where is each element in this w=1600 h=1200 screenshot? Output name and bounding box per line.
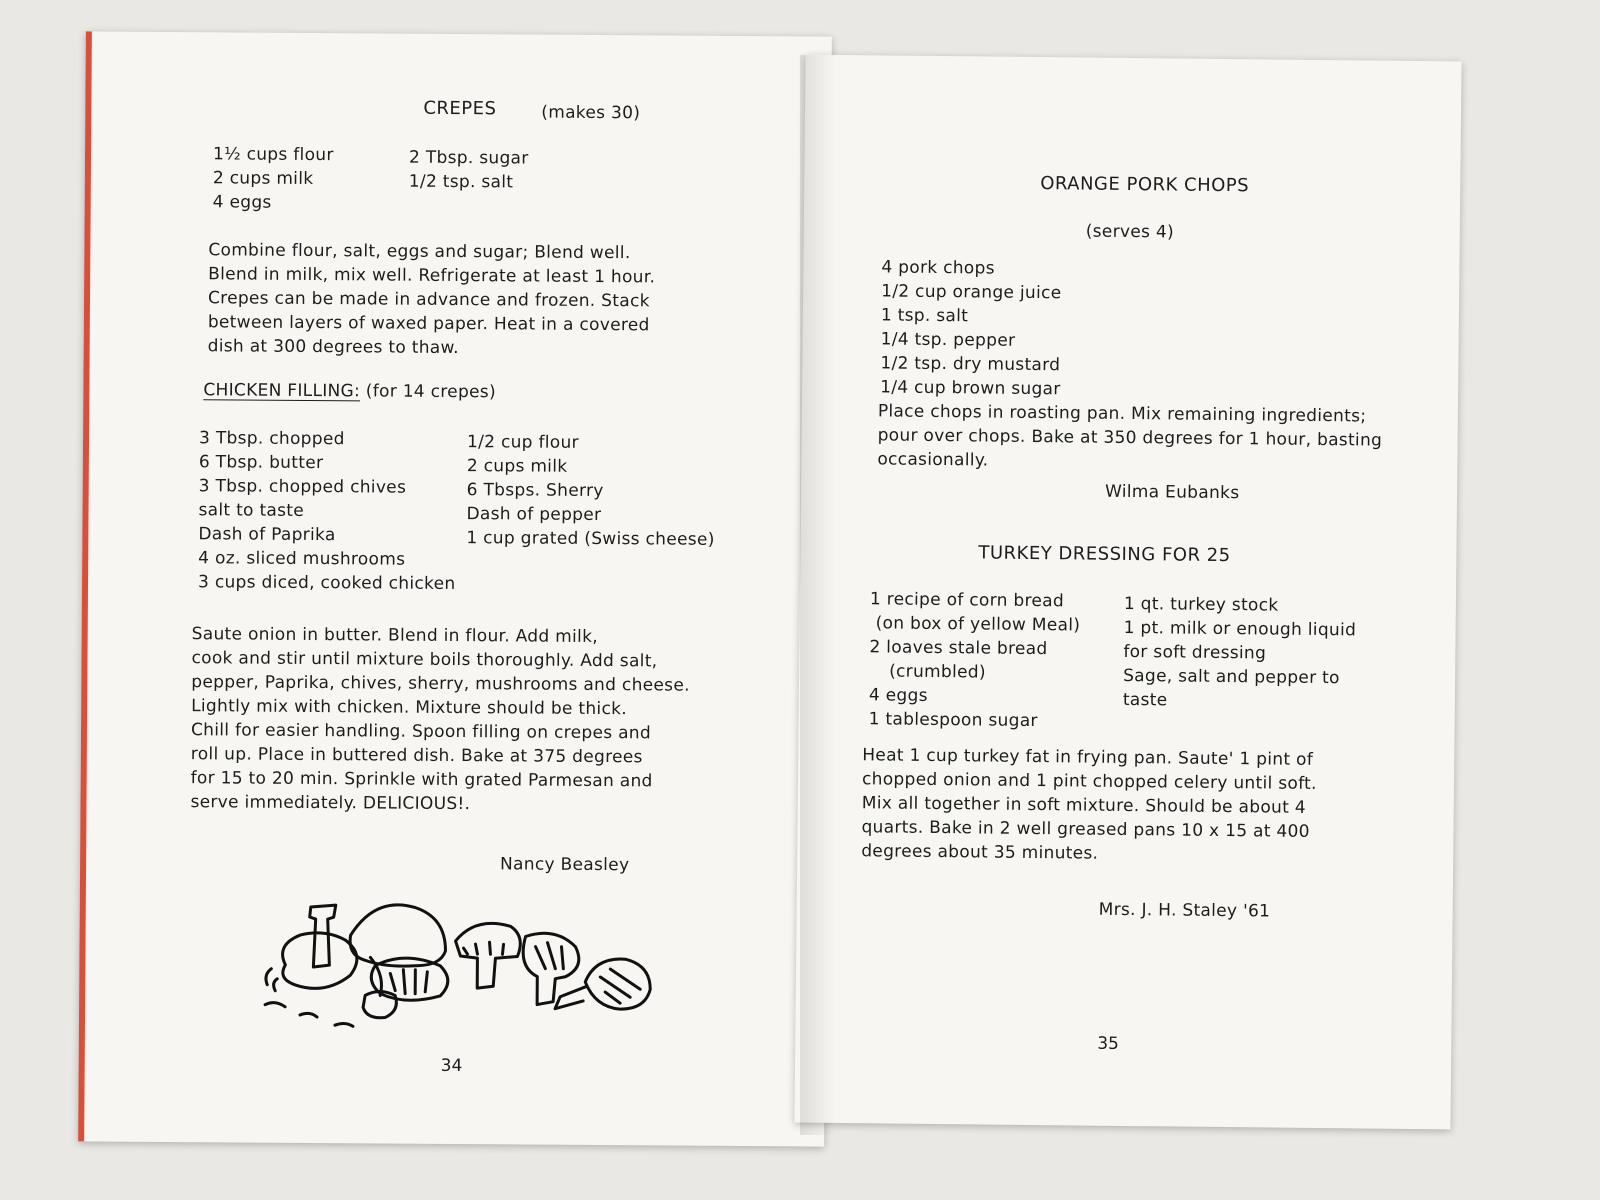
ingredient-line: (on box of yellow Meal) xyxy=(875,613,1081,636)
chicken-ingredients-col2 xyxy=(466,430,767,552)
ingredient-line: 3 Tbsp. chopped chives xyxy=(198,476,407,498)
page-number: 35 xyxy=(1097,1033,1120,1054)
ingredient-line: 4 eggs xyxy=(868,685,928,706)
crepes-yield: (makes 30) xyxy=(541,102,641,124)
ingredient-line: 6 Tbsps. Sherry xyxy=(466,480,604,502)
ingredient-line: 1/4 cup brown sugar xyxy=(880,377,1061,400)
turkey-ingredients-col2 xyxy=(1123,592,1404,715)
direction-line: Mix all together in soft mixture. Should be about 4 xyxy=(861,793,1307,818)
direction-line: serve immediately. DELICIOUS!. xyxy=(190,792,471,815)
ingredient-line: 4 pork chops xyxy=(881,257,995,279)
direction-line: Lightly mix with chicken. Mixture should be thick. xyxy=(191,696,628,720)
ingredient-line: Dash of Paprika xyxy=(198,524,336,546)
ingredient-line: 1 tsp. salt xyxy=(880,305,969,327)
direction-line: dish at 300 degrees to thaw. xyxy=(207,336,459,359)
ingredient-line: 1 pt. milk or enough liquid xyxy=(1123,617,1357,641)
turkey-directions xyxy=(861,743,1422,869)
ingredient-line: 1½ cups flour xyxy=(212,144,334,166)
pork-chops-directions xyxy=(877,399,1438,477)
ingredient-line: 1/2 tsp. dry mustard xyxy=(880,353,1061,376)
ingredient-line: taste xyxy=(1122,689,1168,711)
pork-chops-yield: (serves 4) xyxy=(1085,221,1175,243)
ingredient-line: 6 Tbsp. butter xyxy=(198,452,324,474)
direction-line: between layers of waxed paper. Heat in a covered xyxy=(207,312,650,336)
right-page xyxy=(794,55,1461,1130)
left-page xyxy=(78,31,832,1146)
direction-line: quarts. Bake in 2 well greased pans 10 x 15 at 400 xyxy=(861,817,1310,842)
ingredient-line: 2 loaves stale bread xyxy=(869,637,1048,660)
chicken-filling-note: (for 14 crepes) xyxy=(365,381,496,403)
ingredient-line: 2 cups milk xyxy=(212,168,314,190)
ingredient-line: 3 cups diced, cooked chicken xyxy=(197,572,456,595)
direction-line: Crepes can be made in advance and frozen. Stack xyxy=(207,288,650,312)
direction-line: Heat 1 cup turkey fat in frying pan. Saute' 1 pint of xyxy=(862,745,1314,770)
direction-line: Saute onion in butter. Blend in flour. Add milk, xyxy=(191,624,599,647)
chicken-ingredients-col1 xyxy=(198,426,479,596)
ingredient-line: 3 Tbsp. chopped xyxy=(198,428,345,450)
ingredient-line: Dash of pepper xyxy=(466,504,602,526)
ingredient-line: (crumbled) xyxy=(889,661,986,683)
ingredient-line: 1 tablespoon sugar xyxy=(868,709,1038,732)
direction-line: chopped onion and 1 pint chopped celery until soft. xyxy=(861,769,1317,794)
ingredient-line: 1/4 tsp. pepper xyxy=(880,329,1016,351)
crepes-title: CREPES xyxy=(423,97,497,120)
ingredient-line: 1 cup grated (Swiss cheese) xyxy=(466,528,715,550)
pork-chops-title: ORANGE PORK CHOPS xyxy=(1040,173,1250,197)
direction-line: Combine flour, salt, eggs and sugar; Blend well. xyxy=(208,240,631,264)
direction-line: occasionally. xyxy=(877,449,989,471)
chicken-filling-title: CHICKEN FILLING: xyxy=(203,380,361,402)
ingredient-line: 1/2 cup orange juice xyxy=(881,281,1062,304)
ingredient-line: 4 oz. sliced mushrooms xyxy=(198,548,406,570)
direction-line: Blend in milk, mix well. Refrigerate at least 1 hour. xyxy=(208,264,656,288)
chicken-filling-header xyxy=(203,378,496,404)
crepes-ingredients-col2 xyxy=(409,146,629,196)
ingredient-line: 1 recipe of corn bread xyxy=(869,589,1065,612)
ingredient-line: 2 Tbsp. sugar xyxy=(408,147,529,169)
ingredient-line: 1/2 tsp. salt xyxy=(408,171,514,193)
mushroom-illustration xyxy=(255,895,696,1038)
direction-line: pepper, Paprika, chives, sherry, mushrooms and cheese. xyxy=(191,672,690,696)
pork-chops-ingredients xyxy=(880,255,1181,402)
direction-line: cook and stir until mixture boils thoroughly. Add salt, xyxy=(191,648,658,672)
ingredient-line: for soft dressing xyxy=(1123,641,1267,664)
turkey-ingredients-col1 xyxy=(869,587,1130,734)
ingredient-line: 1/2 cup flour xyxy=(466,432,579,453)
ingredient-line: Sage, salt and pepper to xyxy=(1123,665,1340,689)
ingredient-line: salt to taste xyxy=(198,500,305,521)
turkey-author: Mrs. J. H. Staley '61 xyxy=(1098,899,1271,922)
direction-line: Chill for easier handling. Spoon filling on crepes and xyxy=(190,720,652,744)
direction-line: pour over chops. Bake at 350 degrees for 1 hour, basting xyxy=(877,425,1383,451)
ingredient-line: 2 cups milk xyxy=(466,456,568,477)
direction-line: roll up. Place in buttered dish. Bake at 375 degrees xyxy=(190,744,643,768)
ingredient-line: 1 qt. turkey stock xyxy=(1123,593,1279,616)
crepes-ingredients-col1 xyxy=(213,142,413,215)
direction-line: for 15 to 20 min. Sprinkle with grated Parmesan and xyxy=(190,768,653,792)
direction-line: Place chops in roasting pan. Mix remaining ingredients; xyxy=(877,401,1367,427)
crepes-directions xyxy=(208,238,769,362)
ingredient-line: 4 eggs xyxy=(212,192,272,213)
pork-chops-author: Wilma Eubanks xyxy=(1104,481,1240,504)
chicken-directions xyxy=(190,622,791,818)
turkey-dressing-title: TURKEY DRESSING FOR 25 xyxy=(978,542,1231,567)
chicken-author: Nancy Beasley xyxy=(500,854,630,876)
direction-line: degrees about 35 minutes. xyxy=(861,841,1099,864)
page-number: 34 xyxy=(440,1055,463,1077)
